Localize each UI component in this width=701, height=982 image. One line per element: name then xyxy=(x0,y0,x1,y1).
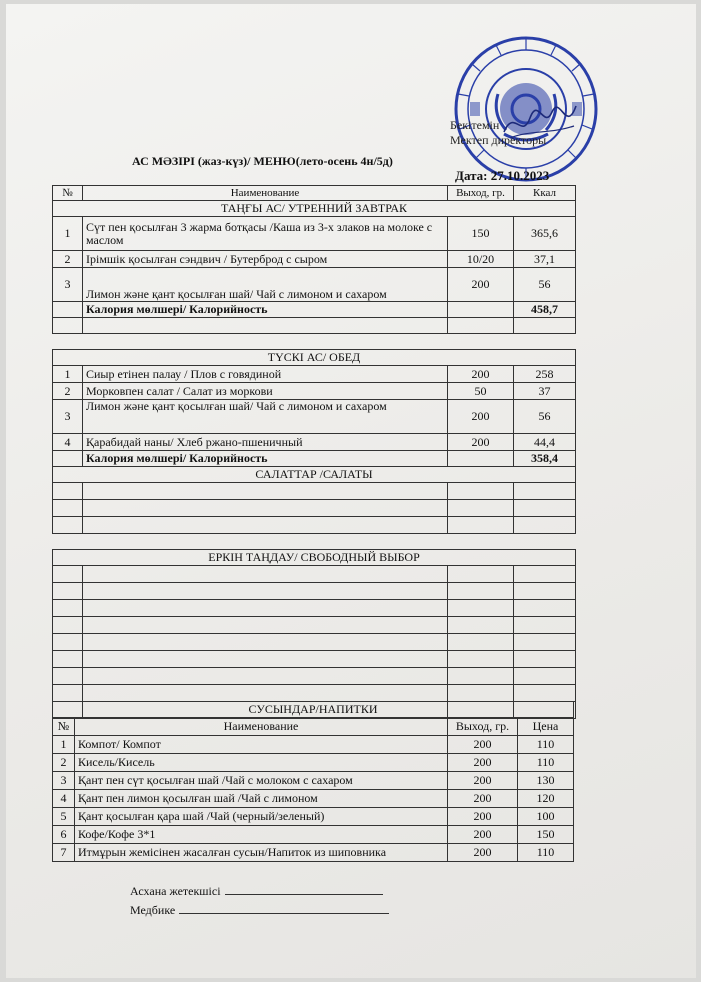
approval-line-2: Мектеп директоры xyxy=(450,133,547,147)
drink-name: Компот/ Компот xyxy=(75,736,448,754)
lunch-total-value: 358,4 xyxy=(514,451,576,467)
table-row: 4 Қант пен лимон қосылған шай /Чай с лимоном 200 120 xyxy=(53,790,574,808)
dish-name: Лимон және қант қосылған шай/ Чай с лимоном и сахаром xyxy=(83,400,448,434)
table-row: 1 Компот/ Компот 200 110 xyxy=(53,736,574,754)
breakfast-total-label: Калория мөлшері/ Калорийность xyxy=(83,302,448,318)
menu-date: Дата: 27.10.2023 xyxy=(455,168,550,183)
empty-row xyxy=(53,600,576,617)
drink-name: Итмұрын жемісінен жасалған сусын/Напиток из шиповника xyxy=(75,844,448,862)
table-row: 6 Кофе/Кофе 3*1 200 150 xyxy=(53,826,574,844)
drink-name: Қант қосылған қара шай /Чай (черный/зеленый) xyxy=(75,808,448,826)
header-yield: Выход, гр. xyxy=(448,718,518,736)
header-yield: Выход, гр. xyxy=(448,186,514,201)
menu-title: АС МӘЗІРІ (жаз-күз)/ МЕНЮ(лето-осень 4н/5д) xyxy=(132,154,393,168)
director-signature xyxy=(500,100,580,145)
empty-row xyxy=(53,668,576,685)
header-num: № xyxy=(53,186,83,201)
header-name: Наименование xyxy=(83,186,448,201)
empty-row xyxy=(53,566,576,583)
empty-row xyxy=(53,483,576,500)
table-row: 3 Лимон және қант қосылған шай/ Чай с лимоном и сахаром 200 56 xyxy=(53,400,576,434)
section-lunch-title: ТҮСКІ АС/ ОБЕД xyxy=(53,350,576,366)
header-price: Цена xyxy=(518,718,574,736)
nurse-signature-line xyxy=(130,903,389,918)
nurse-label: Медбике xyxy=(130,903,176,917)
header-kcal: Ккал xyxy=(514,186,576,201)
dish-name: Морковпен салат / Салат из моркови xyxy=(83,383,448,400)
table-row: 3 Қант пен сүт қосылған шай /Чай с молоком с сахаром 200 130 xyxy=(53,772,574,790)
empty-row xyxy=(53,500,576,517)
table-row: 2 Ірімшік қосылған сэндвич / Бутерброд с сыром 10/20 37,1 xyxy=(53,251,576,268)
drinks-header-row xyxy=(53,718,574,736)
table-row: 5 Қант қосылған қара шай /Чай (черный/зеленый) 200 100 xyxy=(53,808,574,826)
empty-row xyxy=(53,617,576,634)
table-row: 4 Қарабидай наны/ Хлеб ржано-пшеничный 200 44,4 xyxy=(53,434,576,451)
drinks-table xyxy=(52,701,574,862)
dish-name: Сүт пен қосылған 3 жарма ботқасы /Каша из 3-х злаков на молоке с маслом xyxy=(83,217,448,251)
breakfast-total-row xyxy=(53,302,576,318)
empty-row xyxy=(53,583,576,600)
table-row: 3 Лимон және қант қосылған шай/ Чай с лимоном и сахаром 200 56 xyxy=(53,268,576,302)
lunch-total-row xyxy=(53,451,576,467)
empty-row xyxy=(53,634,576,651)
empty-row xyxy=(53,517,576,534)
section-salads-title: САЛАТТАР /САЛАТЫ xyxy=(53,467,576,483)
chef-label: Асхана жетекшісі xyxy=(130,884,221,898)
section-drinks-title: СУСЫНДАР/НАПИТКИ xyxy=(53,702,574,718)
empty-row xyxy=(53,651,576,668)
dish-name: Лимон және қант қосылған шай/ Чай с лимоном и сахаром xyxy=(83,268,448,302)
breakfast-total-value: 458,7 xyxy=(514,302,576,318)
menu-table xyxy=(52,185,576,719)
section-free-choice-title: ЕРКІН ТАҢДАУ/ СВОБОДНЫЙ ВЫБОР xyxy=(53,550,576,566)
table-header-row xyxy=(53,186,576,201)
table-row: 1 Сүт пен қосылған 3 жарма ботқасы /Каша из 3-х злаков на молоке с маслом 150 365,6 xyxy=(53,217,576,251)
header-name: Наименование xyxy=(75,718,448,736)
approval-line-1: Бекітемін xyxy=(450,118,500,132)
table-row: 2 Кисель/Кисель 200 110 xyxy=(53,754,574,772)
section-breakfast-title: ТАҢҒЫ АС/ УТРЕННИЙ ЗАВТРАК xyxy=(53,201,576,217)
empty-row xyxy=(53,685,576,702)
drink-name: Кисель/Кисель xyxy=(75,754,448,772)
header-num: № xyxy=(53,718,75,736)
dish-name: Ірімшік қосылған сэндвич / Бутерброд с сыром xyxy=(83,251,448,268)
lunch-total-label: Калория мөлшері/ Калорийность xyxy=(83,451,448,467)
table-row: 1 Сиыр етінен палау / Плов с говядиной 200 258 xyxy=(53,366,576,383)
drink-name: Қант пен сүт қосылған шай /Чай с молоком с сахаром xyxy=(75,772,448,790)
drink-name: Қант пен лимон қосылған шай /Чай с лимоном xyxy=(75,790,448,808)
table-row: 7 Итмұрын жемісінен жасалған сусын/Напиток из шиповника 200 110 xyxy=(53,844,574,862)
chef-signature-line xyxy=(130,884,383,899)
dish-name: Қарабидай наны/ Хлеб ржано-пшеничный xyxy=(83,434,448,451)
drink-name: Кофе/Кофе 3*1 xyxy=(75,826,448,844)
dish-name: Сиыр етінен палау / Плов с говядиной xyxy=(83,366,448,383)
table-row: 2 Морковпен салат / Салат из моркови 50 37 xyxy=(53,383,576,400)
